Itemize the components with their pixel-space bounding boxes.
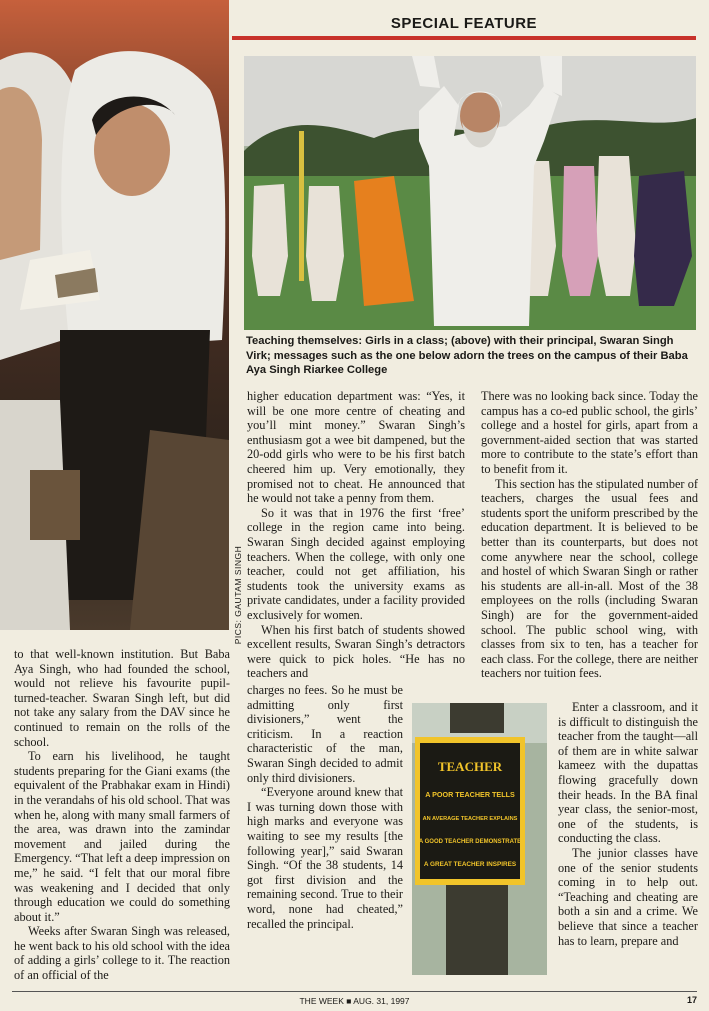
photo-credit [229, 535, 247, 655]
photo-principal-art [244, 56, 696, 330]
article-paragraph: Enter a classroom, and it is difficult to distinguish the teacher from the taught—all of them are in white salwar kameez with the dupattas flowing gracefully down their heads. In the BA final year class, the senior-most, one of the students, is conducting the class. [558, 700, 698, 846]
sign-title: TEACHER [437, 759, 503, 774]
sign-line: A GOOD TEACHER DEMONSTRATE [418, 839, 522, 845]
section-title: SPECIAL FEATURE [390, 15, 538, 32]
photo-girls-reading [0, 0, 229, 630]
article-paragraph: to that well-known institution. But Baba Aya Singh, who had founded the school, would not relieve his favourite pupil-turned-teacher. Swaran Singh left, but did not take any salary from the DAV since he continued to remain on the rolls of the school. [14, 647, 230, 749]
section-header [232, 10, 696, 46]
photo-credit-text: PICS: GAUTAM SINGH [233, 545, 243, 645]
article-column-3-lower [558, 700, 698, 948]
footer-publication: THE WEEK ■ AUG. 31, 1997 [299, 996, 410, 1006]
photo-caption: Teaching themselves: Girls in a class; (above) with their principal, Swaran Singh Virk; messages such as the one below adorn the trees on the campus of their Baba Aya Singh Riarkee College [246, 335, 688, 376]
sign-line: A GREAT TEACHER INSPIRES [423, 861, 517, 868]
photo-teacher-sign-art [412, 703, 547, 975]
sign-line: AN AVERAGE TEACHER EXPLAINS [422, 816, 518, 822]
article-paragraph: The junior classes have one of the senior students coming in to help out. “Teaching and cheating are both a sin and a crime. We believe that since a teacher has to learn, prepare and [558, 845, 698, 948]
article-paragraph: To earn his livelihood, he taught students preparing for the Giani exams (the equivalent of the Prabhakar exam in Hindi) in the verandahs of his old school. That was when he, along with many small farmers of the area, was drawn into the zamindar movement and jailed during the Emergency. “That left a deep impression on me,” he said. “I felt that our moral fibre was weakening and I decided that only through education we could do something about it.” [14, 749, 230, 924]
page-footer [0, 991, 709, 1009]
sign-line: A POOR TEACHER TELLS [425, 790, 515, 799]
footer-rule [12, 991, 697, 992]
article-paragraph: So it was that in 1976 the first ‘free’ college in the region came into being. Swaran Singh decided against employing teachers. When the college, with only one teacher, could not get affiliation, his students took the university exams as private candidates, under a facility provided exclusively for women. [247, 505, 465, 622]
article-column-2-upper [247, 389, 465, 681]
header-rule [232, 36, 696, 40]
photo-girls-reading-art [0, 0, 229, 630]
article-paragraph: “Everyone around knew that I was turning down those with high marks and everyone was waiting to see my results [the following year],” said Swaran Singh. “Of the 38 students, 14 got first division and the remaining second. True to their word, none had cheated,” recalled the principal. [247, 785, 403, 931]
article-paragraph: This section has the stipulated number of teachers, charges the usual fees and students sport the uniform prescribed by the education department. It is believed to be better than its counterparts, but does not come anywhere near the school, college and hostel of which Swaran Singh or rather his students are all-in-all. Most of the 38 employees on the rolls (including Swaran Singh) are for the government-aided school. The public school wing, with classes from six to ten, has a teacher for each class. For the college, there are neither teachers nor tuition fees. [481, 476, 698, 681]
article-paragraph: higher education department was: “Yes, it will be one more centre of cheating and you’ll mint money.” Swaran Singh’s enthusiasm got a wee bit dampened, but the 20-odd girls who were to be his first batch cheered him up. Very emotionally, they promised not to cheat. He announced that he would not take a penny from them. [247, 389, 465, 506]
page-number: 17 [686, 995, 697, 1005]
article-paragraph: There was no looking back since. Today the campus has a co-ed public school, the girls’ college and a hostel for girls, apart from a government-aided section that was started more to contribute to the state’s effort than to benefit from it. [481, 389, 698, 476]
photo-principal-with-girls [244, 56, 696, 330]
article-column-1 [14, 647, 230, 983]
article-column-3-upper [481, 389, 698, 681]
article-paragraph: Weeks after Swaran Singh was released, he went back to his old school with the idea of adding a girls’ college to it. The reaction of an official of the [14, 924, 230, 983]
article-column-2-lower [247, 683, 403, 931]
article-paragraph: charges no fees. So he must be admitting only first divisioners,” went the criticism. In a reaction characteristic of the man, Swaran Singh decided to admit only third divisioners. [247, 683, 403, 785]
photo-teacher-sign [412, 703, 547, 975]
article-paragraph: When his first batch of students showed excellent results, Swaran Singh’s detractors were quick to pick holes. “He has no teachers and [247, 622, 465, 681]
